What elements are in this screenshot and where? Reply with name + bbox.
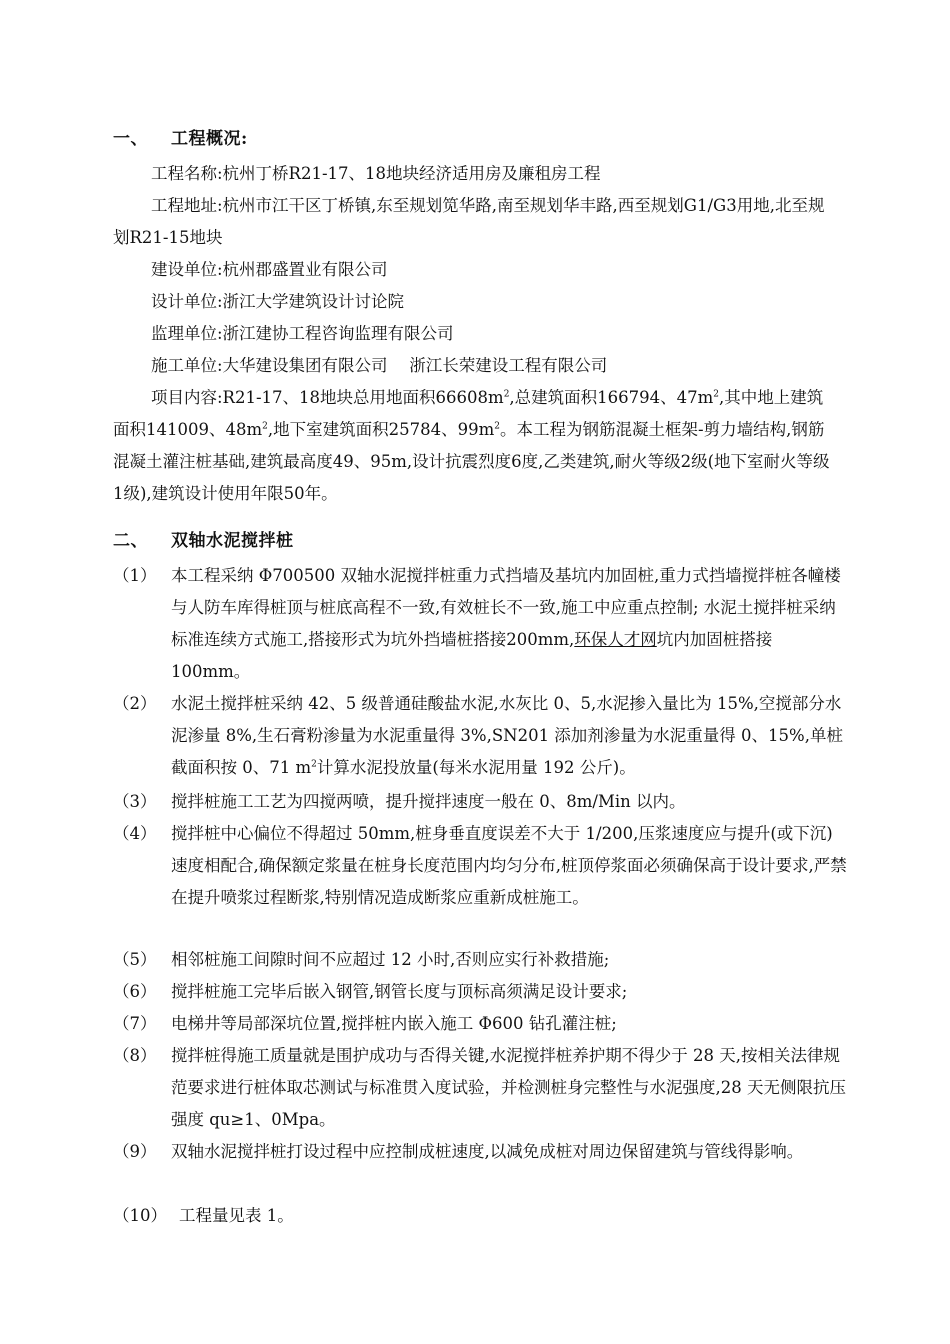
list-item	[113, 1136, 848, 1168]
list-item-number: （7）	[113, 1014, 157, 1033]
list-item	[113, 976, 848, 1008]
list-item-text: 相邻桩施工间隙时间不应超过 12 小时,否则应实行补救措施;	[171, 950, 610, 969]
superscript-2: 2	[311, 759, 317, 770]
list-item-text-b: 计算水泥投放量(每米水泥用量 192 公斤)。	[316, 758, 636, 777]
design-unit: 设计单位:浙江大学建筑设计讨论院	[151, 292, 405, 311]
list-item-text: 搅拌桩得施工质量就是围护成功与否得关键,水泥搅拌桩养护期不得少于 28 天,按相关法律规范要求进行桩体取芯测试与标准贯入度试验，并检测桩身完整性与水泥强度,28 天无侧限抗压强度 qu≥1、0Mpa。	[171, 1046, 846, 1129]
list-item	[113, 1040, 848, 1136]
list-item	[113, 1200, 848, 1232]
project-content-part-4: ,地下室建筑面积25784、99m	[267, 420, 495, 439]
list-item-text: 双轴水泥搅拌桩打设过程中应控制成桩速度,以减免成桩对周边保留建筑与管线得影响。	[171, 1142, 804, 1161]
section-2-heading	[113, 526, 294, 551]
list-item-number: （8）	[113, 1046, 157, 1065]
list-item-number: （2）	[113, 694, 157, 713]
list-item	[113, 818, 848, 914]
list-item-text-a: 本工程采纳 Φ700500 双轴水泥搅拌桩重力式挡墙及基坑内加固桩,重力式挡墙搅拌桩各幢楼与人防车库得桩顶与桩底高程不一致,有效桩长不一致,施工中应重点控制; 水泥土搅拌桩采纳标准连续方式施工,搭接形式为坑外挡墙桩搭接200mm,	[171, 566, 841, 649]
list-item	[113, 560, 848, 688]
inline-link[interactable]: 环保人才网	[574, 630, 657, 649]
list-item-text: 搅拌桩中心偏位不得超过 50mm,桩身垂直度误差不大于 1/200,压浆速度应与提升(或下沉)速度相配合,确保额定浆量在桩身长度范围内均匀分布,桩顶停浆面必须确保高于设计要求,严禁在提升喷浆过程断浆,特别情况造成断浆应重新成桩施工。	[171, 824, 847, 907]
list-item	[113, 944, 848, 976]
project-content-part-2: ,总建筑面积166794、47m	[509, 388, 714, 407]
list-item	[113, 688, 848, 784]
project-content-part-1: 项目内容:R21-17、18地块总用地面积66608m	[151, 388, 504, 407]
list-item-number: （6）	[113, 982, 157, 1001]
list-item-number: （9）	[113, 1142, 157, 1161]
section-1-number: 一、	[113, 129, 148, 149]
list-item-text	[171, 688, 848, 784]
builder-unit: 建设单位:杭州郡盛置业有限公司	[151, 260, 388, 279]
construction-unit: 施工单位:大华建设集团有限公司 浙江长荣建设工程有限公司	[151, 356, 608, 375]
list-item-number: （5）	[113, 950, 157, 969]
list-item	[113, 786, 848, 818]
section-1-title: 工程概况:	[171, 129, 248, 149]
project-name: 工程名称:杭州丁桥R21-17、18地块经济适用房及廉租房工程	[151, 164, 601, 183]
superscript-2: 2	[503, 389, 510, 400]
superscript-2: 2	[494, 421, 500, 432]
project-address: 工程地址:杭州市江干区丁桥镇,东至规划笕华路,南至规划华丰路,西至规划G1/G3用地,北至规划R21-15地块	[113, 196, 825, 247]
section-1-heading	[113, 124, 248, 149]
project-content-part-5: 。本工程为钢筋混凝土框架-剪力墙结构,钢筋混凝土灌注桩基础,建筑最高度49、95m,设计抗震烈度6度,乙类建筑,耐火等级2级(地下室耐火等级1级),建筑设计使用年限50年。	[113, 420, 830, 503]
list-item-number: （4）	[113, 824, 157, 843]
list-item-number: （10）	[113, 1206, 167, 1225]
superscript-2: 2	[262, 421, 268, 432]
list-item-text: 电梯井等局部深坑位置,搅拌桩内嵌入施工 Φ600 钻孔灌注桩;	[171, 1014, 617, 1033]
list-item	[113, 1008, 848, 1040]
project-content	[113, 382, 833, 510]
superscript-2: 2	[713, 389, 720, 400]
project-content-part-3: ,其中地上建筑面积141009、48m	[113, 388, 824, 439]
list-item-number: （3）	[113, 792, 157, 811]
section-2-number: 二、	[113, 531, 148, 551]
supervision-unit: 监理单位:浙江建协工程咨询监理有限公司	[151, 324, 454, 343]
list-item-text: 搅拌桩施工工艺为四搅两喷，提升搅拌速度一般在 0、8m/Min 以内。	[171, 792, 686, 811]
list-item-text: 工程量见表 1。	[179, 1206, 294, 1225]
list-item-text	[171, 560, 848, 688]
list-item-text-b: 坑内加固桩搭接 100mm。	[171, 630, 773, 681]
list-item-text-a: 水泥土搅拌桩采纳 42、5 级普通硅酸盐水泥,水灰比 0、5,水泥掺入量比为 15%,空搅部分水泥渗量 8%,生石膏粉渗量为水泥重量得 3%,SN201 添加剂渗量为水泥重量得 0、15%,单桩截面积按 0、71 m	[171, 694, 843, 777]
section-2-title: 双轴水泥搅拌桩	[171, 531, 294, 551]
list-item-text: 搅拌桩施工完毕后嵌入钢管,钢管长度与顶标高须满足设计要求;	[171, 982, 628, 1001]
list-item-number: （1）	[113, 566, 157, 585]
